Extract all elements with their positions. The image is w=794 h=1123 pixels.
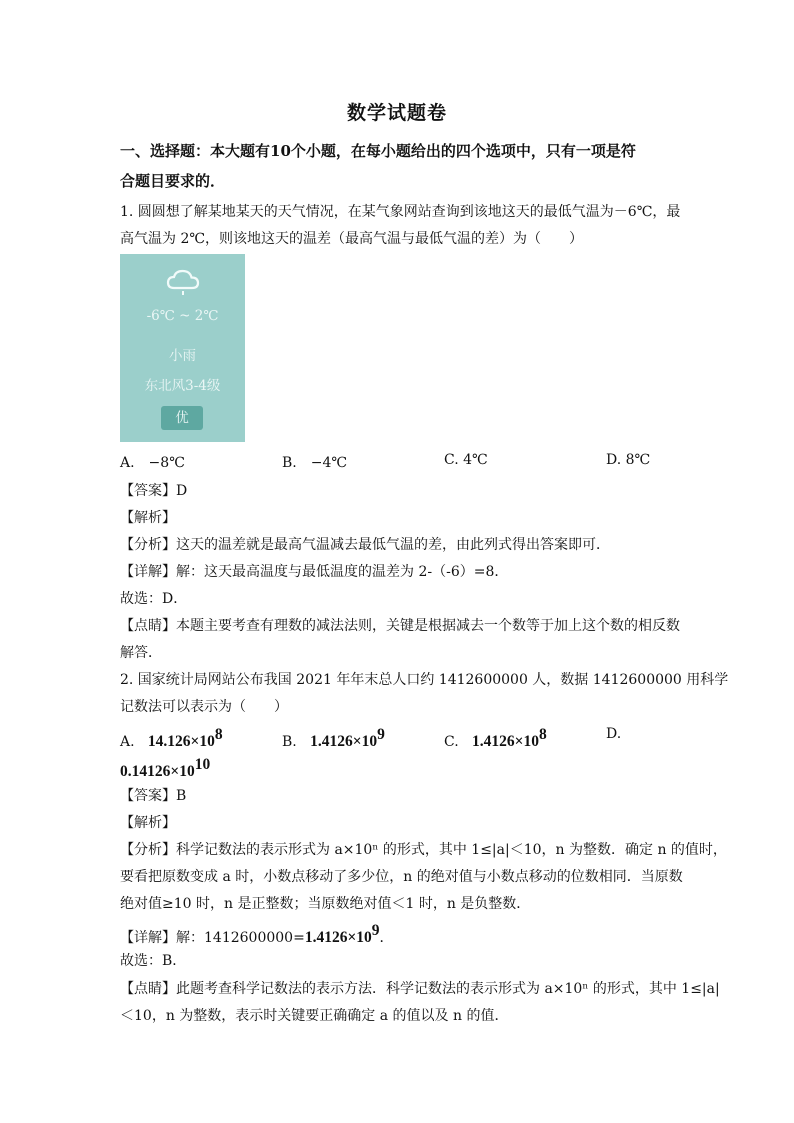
- q2-option-a-value: 14.126×10: [147, 733, 215, 750]
- q2-option-c-exponent: 8: [539, 726, 547, 743]
- cloud-rain-icon: [166, 268, 200, 298]
- q2-option-a-exponent: 8: [214, 726, 223, 743]
- q2-fenxi-line1: 【分析】科学记数法的表示形式为 a×10ⁿ 的形式，其中 1≤|a|＜10，n 为整数．确定 n 的值时，: [120, 842, 727, 858]
- weather-aqi-badge: 优: [161, 406, 203, 430]
- q2-option-b-exponent: 9: [377, 726, 385, 743]
- q2-dianjing-line2: ＜10，n 为整数，表示时关键要正确确定 a 的值以及 n 的值．: [120, 1008, 509, 1024]
- q2-option-b-letter: B.: [282, 734, 297, 750]
- q2-fenxi-line3: 绝对值≥10 时，n 是正整数；当原数绝对值＜1 时，n 是负整数．: [120, 896, 531, 912]
- q1-dianjing-line1: 【点睛】本题主要考查有理数的减法法则，关键是根据减去一个数等于加上这个数的相反数: [120, 618, 680, 634]
- q1-answer: 【答案】D: [120, 483, 188, 499]
- q2-xiangjie-suffix: ．: [379, 930, 394, 946]
- q2-analysis-label: 【解析】: [120, 815, 176, 831]
- q2-dianjing-line1: 【点睛】此题考查科学记数法的表示方法．科学记数法的表示形式为 a×10ⁿ 的形式，其中 1≤|a|: [120, 981, 720, 997]
- q1-guxuan: 故选：D．: [120, 591, 188, 607]
- q2-stem-line1: 2. 国家统计局网站公布我国 2021 年年末总人口约 1412600000 人，数据 1412600000 用科学: [120, 672, 729, 688]
- q2-stem-line2: 记数法可以表示为（ ）: [120, 699, 288, 715]
- q2-option-d-letter: D.: [606, 726, 622, 742]
- q1-option-d: D. 8℃: [606, 452, 651, 468]
- q2-answer: 【答案】B: [120, 788, 187, 804]
- q1-fenxi: 【分析】这天的温差就是最高气温减去最低气温的差，由此列式得出答案即可．: [120, 537, 610, 553]
- section-heading-line1: 一、选择题：本大题有10个小题，在每小题给出的四个选项中，只有一项是符: [120, 142, 636, 160]
- weather-temp-range: -6℃ ~ 2℃: [146, 308, 219, 324]
- q2-option-c-value: 1.4126×10: [472, 733, 539, 750]
- page-title: 数学试题卷: [346, 102, 447, 124]
- q2-option-b: [282, 726, 385, 751]
- q2-option-b-value: 1.4126×10: [310, 733, 378, 750]
- q1-stem-line1: 1. 圆圆想了解某地某天的天气情况，在某气象网站查询到该地这天的最低气温为－6℃，最: [120, 204, 681, 220]
- weather-wind: 东北风3-4级: [144, 378, 221, 394]
- q2-option-d-mantissa: 0.14126×10: [120, 763, 195, 780]
- section-heading-line2: 合题目要求的．: [120, 172, 226, 190]
- q2-option-c: [444, 726, 547, 751]
- q1-xiangjie: 【详解】解：这天最高温度与最低温度的温差为 2-（-6）=8．: [120, 564, 509, 580]
- q1-option-c: C. 4℃: [444, 452, 488, 468]
- q1-dianjing-line2: 解答．: [120, 645, 162, 661]
- weather-condition: 小雨: [169, 348, 196, 364]
- q2-xiangjie-prefix: 【详解】解：1412600000=: [120, 930, 305, 946]
- q2-option-a: [120, 726, 223, 751]
- q2-option-a-letter: A.: [120, 734, 135, 750]
- q2-option-c-letter: C.: [444, 734, 459, 750]
- q2-option-d-exponent: 10: [194, 756, 211, 773]
- q1-option-b: B. −4℃: [282, 455, 348, 471]
- q2-option-d-value: [120, 756, 210, 781]
- weather-card-image: [120, 254, 245, 442]
- q2-fenxi-line2: 要看把原数变成 a 时，小数点移动了多少位，n 的绝对值与小数点移动的位数相同．当原数: [120, 869, 683, 885]
- q1-analysis-label: 【解析】: [120, 510, 176, 526]
- q2-xiangjie: [120, 922, 394, 947]
- q2-xiangjie-exponent: 9: [371, 922, 380, 939]
- q1-option-a: A. −8℃: [120, 455, 185, 471]
- q2-xiangjie-value: 1.4126×10: [304, 929, 372, 946]
- q2-guxuan: 故选：B．: [120, 953, 187, 969]
- q1-stem-line2: 高气温为 2℃，则该地这天的温差（最高气温与最低气温的差）为（ ）: [120, 231, 584, 247]
